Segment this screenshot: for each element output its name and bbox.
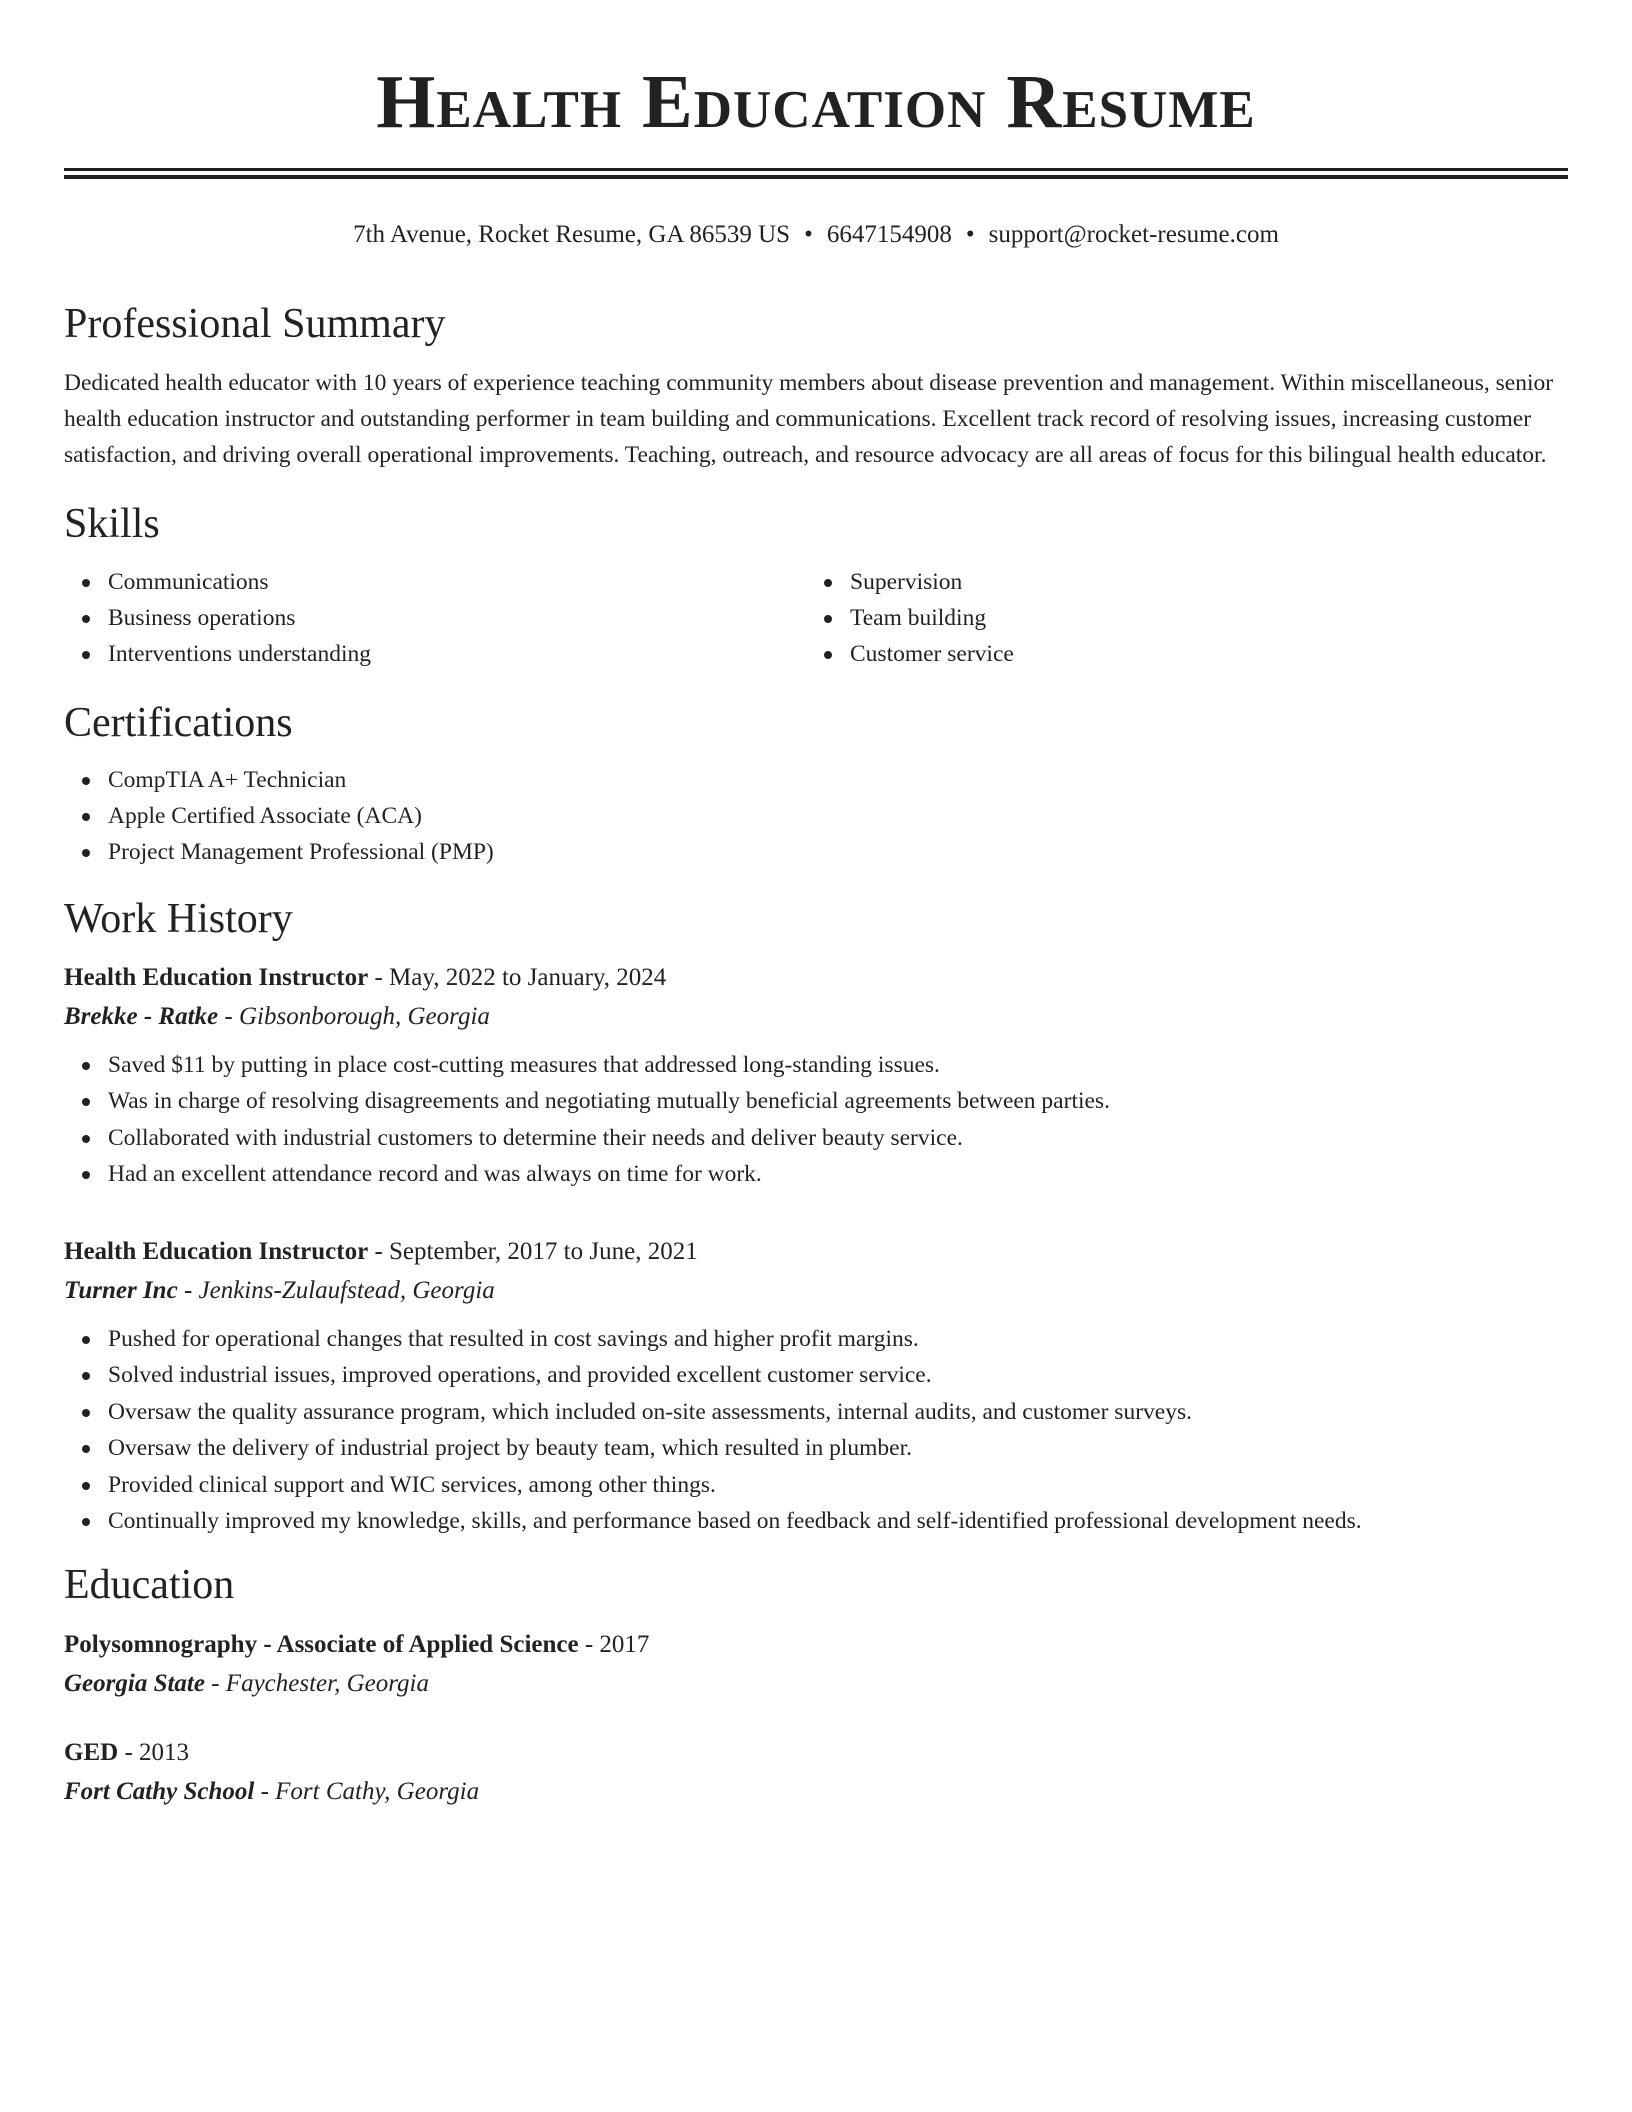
bullet-icon: [82, 1336, 90, 1344]
skill-label: Customer service: [850, 640, 1014, 667]
contact-email: support@rocket-resume.com: [988, 221, 1279, 248]
contact-separator: •: [965, 221, 975, 248]
bullet-icon: [82, 849, 90, 857]
education-location: - Faychester, Georgia: [204, 1669, 429, 1697]
bullet-icon: [82, 1482, 90, 1490]
skill-label: Supervision: [850, 568, 963, 595]
certification-item: [64, 834, 1568, 870]
skill-label: Communications: [108, 568, 269, 595]
job-duties-list: [64, 1321, 1568, 1540]
skill-label: Team building: [850, 604, 987, 631]
job-title-line: [64, 1233, 1568, 1271]
job-entry: [64, 959, 1568, 1193]
contact-address: 7th Avenue, Rocket Resume, GA 86539 US: [353, 221, 791, 248]
certification-label: CompTIA A+ Technician: [108, 767, 347, 794]
job-duty-item: [64, 1120, 1568, 1157]
job-duty-item: [64, 1430, 1568, 1467]
job-duty-text: Continually improved my knowledge, skills, and performance based on feedback and self-identified professional development needs.: [108, 1508, 1362, 1535]
skill-item: [64, 600, 806, 636]
certifications-heading: Certifications: [64, 699, 293, 746]
certification-label: Project Management Professional (PMP): [108, 839, 494, 866]
job-location: - Gibsonborough, Georgia: [218, 1002, 490, 1030]
job-title: Health Education Instructor: [64, 963, 369, 991]
education-location: - Fort Cathy, Georgia: [254, 1777, 480, 1805]
skills-heading: Skills: [64, 501, 160, 548]
job-duty-item: [64, 1394, 1568, 1431]
skill-label: Interventions understanding: [108, 640, 372, 667]
job-company-line: [64, 997, 1568, 1037]
job-entry: [64, 1233, 1568, 1540]
job-duty-item: [64, 1321, 1568, 1358]
education-school-line: [64, 1772, 1568, 1812]
contact-separator: •: [804, 221, 813, 248]
education-heading: Education: [64, 1561, 235, 1608]
contact-phone: 6647154908: [826, 221, 952, 248]
skill-item: [806, 600, 1548, 636]
bullet-icon: [82, 1445, 90, 1453]
education-school-line: [64, 1664, 1568, 1704]
skill-item: [64, 564, 806, 600]
skills-grid: [64, 564, 1568, 672]
job-duties-list: [64, 1047, 1568, 1193]
job-duty-text: Was in charge of resolving disagreements and negotiating mutually beneficial agreements between parties.: [108, 1088, 1110, 1115]
bullet-icon: [82, 1062, 90, 1070]
education-degree: Polysomnography - Associate of Applied Science: [64, 1630, 579, 1658]
bullet-icon: [82, 1518, 90, 1526]
certification-item: [64, 798, 1568, 834]
contact-line: [64, 215, 1568, 255]
bullet-icon: [824, 651, 832, 659]
education-year: - 2017: [578, 1630, 650, 1658]
education-school: Georgia State: [64, 1669, 205, 1697]
education-entry: [64, 1734, 1568, 1812]
bullet-icon: [82, 1171, 90, 1179]
certification-item: [64, 762, 1568, 798]
bullet-icon: [82, 777, 90, 785]
job-duty-text: Pushed for operational changes that resulted in cost savings and higher profit margins.: [108, 1325, 919, 1352]
resume-title: Health Education Resume: [376, 60, 1256, 144]
work-history-heading: Work History: [64, 896, 293, 943]
job-duty-item: [64, 1156, 1568, 1193]
certification-label: Apple Certified Associate (ACA): [108, 803, 422, 830]
skill-item: [806, 564, 1548, 600]
job-company-line: [64, 1271, 1568, 1311]
bullet-icon: [82, 1409, 90, 1417]
job-title-line: [64, 959, 1568, 997]
job-dates: - September, 2017 to June, 2021: [368, 1237, 698, 1265]
bullet-icon: [82, 1135, 90, 1143]
job-company: Turner Inc: [64, 1276, 178, 1304]
education-year: - 2013: [118, 1738, 190, 1766]
skill-label: Business operations: [108, 604, 296, 631]
skills-list-left: [64, 564, 806, 672]
bullet-icon: [824, 615, 832, 623]
skill-item: [64, 636, 806, 672]
job-duty-item: [64, 1467, 1568, 1504]
job-duty-item: [64, 1083, 1568, 1120]
certifications-list: [64, 762, 1568, 870]
job-title: Health Education Instructor: [64, 1237, 369, 1265]
education-school: Fort Cathy School: [64, 1777, 255, 1805]
education-degree: GED: [64, 1738, 119, 1766]
job-duty-item: [64, 1503, 1568, 1540]
job-duty-text: Collaborated with industrial customers to determine their needs and deliver beauty service.: [108, 1124, 963, 1151]
education-degree-line: [64, 1734, 1568, 1772]
job-duty-item: [64, 1357, 1568, 1394]
skills-list-right: [806, 564, 1548, 672]
education-entry: [64, 1626, 1568, 1704]
job-dates: - May, 2022 to January, 2024: [368, 963, 667, 991]
education-degree-line: [64, 1626, 1568, 1664]
bullet-icon: [824, 579, 832, 587]
job-location: - Jenkins-Zulaufstead, Georgia: [177, 1276, 495, 1304]
bullet-icon: [82, 1372, 90, 1380]
job-duty-text: Solved industrial issues, improved operations, and provided excellent customer service.: [108, 1362, 932, 1389]
summary-heading: Professional Summary: [64, 301, 446, 347]
bullet-icon: [82, 579, 90, 587]
bullet-icon: [82, 651, 90, 659]
title-divider: [64, 168, 1568, 179]
job-duty-text: Had an excellent attendance record and was always on time for work.: [108, 1161, 762, 1188]
bullet-icon: [82, 615, 90, 623]
job-duty-text: Oversaw the delivery of industrial project by beauty team, which resulted in plumber.: [108, 1435, 912, 1462]
bullet-icon: [82, 1098, 90, 1106]
summary-text: Dedicated health educator with 10 years of experience teaching community members about disease prevention and management. Within miscellaneous, senior health education instructor and outstanding performer in team building and communications. Excellent track record of resolving issues, increasing customer satisfaction, and driving overall operational improvements. Teaching, outreach, and resource advocacy are all areas of focus for this bilingual health educator.: [64, 370, 1554, 469]
job-duty-text: Provided clinical support and WIC services, among other things.: [108, 1471, 716, 1498]
job-duty-text: Oversaw the quality assurance program, which included on-site assessments, internal audits, and customer surveys.: [108, 1398, 1192, 1425]
job-company: Brekke - Ratke: [64, 1002, 219, 1030]
skill-item: [806, 636, 1548, 672]
bullet-icon: [82, 813, 90, 821]
job-duty-item: [64, 1047, 1568, 1084]
job-duty-text: Saved $11 by putting in place cost-cutting measures that addressed long-standing issues.: [108, 1051, 940, 1078]
